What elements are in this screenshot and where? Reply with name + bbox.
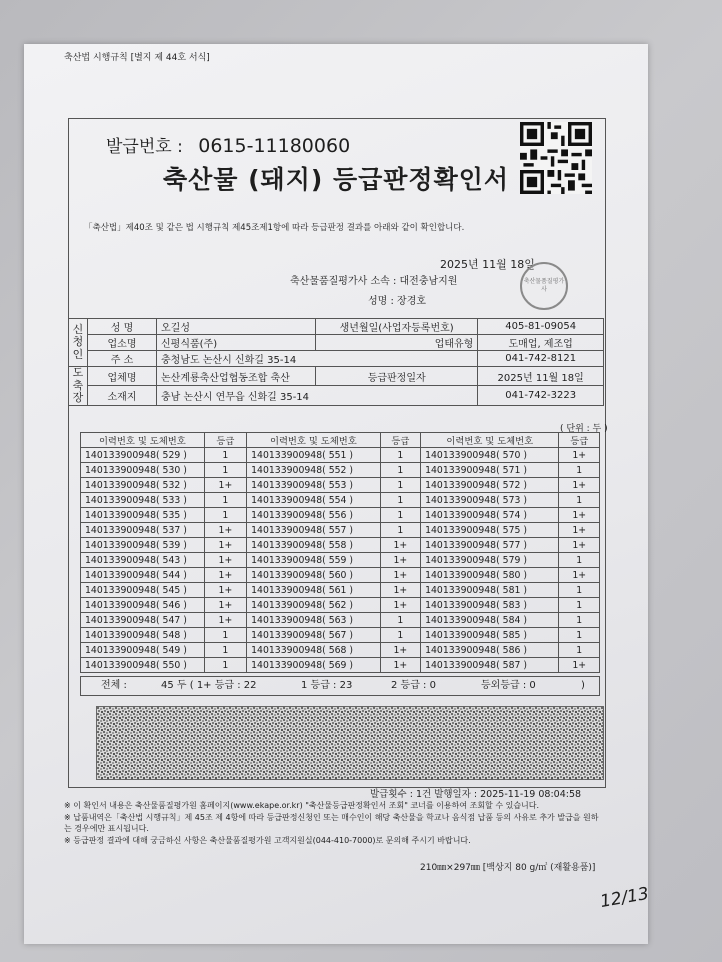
document-title: 축산물 (돼지) 등급판정확인서 (162, 165, 510, 194)
grade-cell: 1+ (559, 448, 600, 463)
totals-summary (80, 676, 600, 696)
seal-text: 축산물품질평가사 (523, 278, 565, 293)
applicant-name: 오길성 (157, 319, 316, 335)
grade-cell: 1 (380, 613, 421, 628)
grade-cell: 1 (380, 523, 421, 538)
biz-type-label: 업태유형 (316, 335, 478, 351)
handwritten-page-mark: 12/13 (598, 883, 651, 913)
note-item: ※ 이 확인서 내용은 축산물품질평가원 홈페이지(www.ekape.or.kr) "축산물등급판정확인서 조회" 코너를 이용하여 조회할 수 있습니다. (64, 801, 540, 810)
applicant-phone: 041-742-8121 (478, 351, 604, 367)
grade-cell: 1 (204, 628, 247, 643)
carcass-number-cell: 140133900948( 562 ) (247, 598, 380, 613)
grade-cell: 1 (380, 448, 421, 463)
grade-cell: 1+ (204, 553, 247, 568)
carcass-number-cell: 140133900948( 573 ) (421, 493, 559, 508)
grade-cell: 1+ (204, 613, 247, 628)
grade-cell: 1+ (380, 658, 421, 673)
issue-number-line (106, 132, 350, 157)
grade-cell: 1 (559, 583, 600, 598)
grade-cell: 1 (204, 463, 247, 478)
biz-type: 도매업, 제조업 (478, 335, 604, 351)
table-row (81, 523, 600, 538)
grade-date: 2025년 11월 18일 (478, 367, 604, 386)
carcass-number-cell: 140133900948( 579 ) (421, 553, 559, 568)
slaughterhouse-group-label: 도축장 (69, 367, 88, 406)
paper-size-note: 210㎜×297㎜ [백상지 80 g/㎡ (재활용품)] (420, 863, 596, 873)
grader-affiliation: 축산물품질평가사 소속 : 대전충남지원 (290, 276, 458, 287)
grade-cell: 1+ (204, 523, 247, 538)
carcass-number-cell: 140133900948( 568 ) (247, 643, 380, 658)
notes-section (64, 800, 604, 847)
business-reg-number: 405-81-09054 (478, 319, 604, 335)
carcass-number-cell: 140133900948( 569 ) (247, 658, 380, 673)
carcass-number-cell: 140133900948( 575 ) (421, 523, 559, 538)
grade-cell: 1 (559, 628, 600, 643)
carcass-number-cell: 140133900948( 583 ) (421, 598, 559, 613)
slaughterhouse-name-label: 업체명 (88, 367, 157, 386)
total-count: 45 두 ( 1+ 등급 : 22 (161, 680, 257, 691)
grade-cell: 1 (204, 508, 247, 523)
table-row (81, 643, 600, 658)
carcass-number-cell: 140133900948( 585 ) (421, 628, 559, 643)
grade-cell: 1+ (380, 568, 421, 583)
carcass-number-cell: 140133900948( 559 ) (247, 553, 380, 568)
carcass-number-cell: 140133900948( 561 ) (247, 583, 380, 598)
carcass-number-cell: 140133900948( 586 ) (421, 643, 559, 658)
carcass-number-cell: 140133900948( 552 ) (247, 463, 380, 478)
table-row (81, 583, 600, 598)
carcass-number-cell: 140133900948( 535 ) (81, 508, 205, 523)
company-label: 업소명 (88, 335, 157, 351)
carcass-number-cell: 140133900948( 539 ) (81, 538, 205, 553)
grade-cell: 1 (380, 493, 421, 508)
slaughterhouse-name: 논산계룡축산업협동조합 축산 (157, 367, 316, 386)
address-label: 주 소 (88, 351, 157, 367)
column-header: 이력번호 및 도체번호 (81, 433, 205, 448)
grade-cell: 1 (559, 463, 600, 478)
carcass-number-cell: 140133900948( 529 ) (81, 448, 205, 463)
carcass-number-cell: 140133900948( 558 ) (247, 538, 380, 553)
column-header: 등급 (204, 433, 247, 448)
issue-number: 0615-11180060 (198, 135, 351, 157)
slaughterhouse-phone: 041-742-3223 (478, 386, 604, 405)
carcass-number-cell: 140133900948( 560 ) (247, 568, 380, 583)
note-item: ※ 등급판정 결과에 대해 궁금하신 사항은 축산물품질평가원 고객지원실(044-410-7000)로 문의해 주시기 바랍니다. (64, 836, 471, 845)
grade-cell: 1+ (380, 553, 421, 568)
grade-cell: 1+ (380, 598, 421, 613)
column-header: 등급 (380, 433, 421, 448)
grade-cell: 1 (559, 553, 600, 568)
carcass-number-cell: 140133900948( 549 ) (81, 643, 205, 658)
applicant-group-label: 신청인 (69, 319, 88, 367)
grade-cell: 1 (559, 613, 600, 628)
grade-cell: 1+ (559, 568, 600, 583)
carcass-number-cell: 140133900948( 551 ) (247, 448, 380, 463)
grade-cell: 1+ (204, 478, 247, 493)
slaughterhouse-location: 충남 논산시 연무읍 신화길 35-14 (157, 386, 478, 405)
carcass-number-cell: 140133900948( 546 ) (81, 598, 205, 613)
grade-cell: 1+ (559, 508, 600, 523)
note-item: ※ 납품내역은「축산법 시행규칙」제 45조 제 4항에 따라 등급판정신청인 또는 매수인이 해당 축산물을 학교나 음식점 납품 등의 사유로 추가 발급을 원하는 경우에만 표시됩니다. (64, 813, 599, 833)
table-row (81, 658, 600, 673)
table-row (81, 463, 600, 478)
grade-cell: 1 (380, 463, 421, 478)
grade-cell: 1+ (204, 568, 247, 583)
table-row (81, 613, 600, 628)
grade-cell: 1+ (559, 478, 600, 493)
grade-cell: 1 (380, 478, 421, 493)
carcass-number-cell: 140133900948( 533 ) (81, 493, 205, 508)
grade-date-label: 등급판정일자 (316, 367, 478, 386)
form-reference: 축산법 시행규칙 [별지 제 44호 서식] (64, 53, 210, 63)
carcass-number-cell: 140133900948( 563 ) (247, 613, 380, 628)
reissue-info: 발급횟수 : 1건 발행일자 : 2025-11-19 08:04:58 (370, 789, 582, 800)
carcass-number-cell: 140133900948( 547 ) (81, 613, 205, 628)
carcass-number-cell: 140133900948( 545 ) (81, 583, 205, 598)
grade-cell: 1 (380, 628, 421, 643)
totals-close: ) (581, 680, 585, 691)
table-row (81, 598, 600, 613)
grade-cell: 1 (204, 493, 247, 508)
name-label: 성 명 (88, 319, 157, 335)
grade-cell: 1+ (380, 583, 421, 598)
birth-label: 생년월일(사업자등록번호) (316, 319, 478, 335)
grade-2-count: 2 등급 : 0 (391, 680, 436, 691)
table-row (81, 448, 600, 463)
unit-label: ( 단위 : 두 ) (560, 424, 608, 434)
carcass-number-cell: 140133900948( 554 ) (247, 493, 380, 508)
grade-cell: 1 (380, 508, 421, 523)
grade-cell: 1+ (380, 538, 421, 553)
carcass-number-cell: 140133900948( 580 ) (421, 568, 559, 583)
carcass-number-cell: 140133900948( 557 ) (247, 523, 380, 538)
carcass-number-cell: 140133900948( 530 ) (81, 463, 205, 478)
carcass-number-cell: 140133900948( 553 ) (247, 478, 380, 493)
table-row (81, 508, 600, 523)
redacted-barcode (96, 706, 604, 780)
location-label: 소재지 (88, 386, 157, 405)
column-header: 이력번호 및 도체번호 (421, 433, 559, 448)
outside-grade-count: 등외등급 : 0 (481, 680, 536, 691)
grade-1-count: 1 등급 : 23 (301, 680, 353, 691)
carcass-number-cell: 140133900948( 548 ) (81, 628, 205, 643)
grade-cell: 1+ (559, 538, 600, 553)
table-row (81, 628, 600, 643)
carcass-number-cell: 140133900948( 570 ) (421, 448, 559, 463)
grade-cell: 1+ (204, 583, 247, 598)
column-header: 이력번호 및 도체번호 (247, 433, 380, 448)
applicant-slaughterhouse-info (68, 318, 604, 406)
carcass-number-cell: 140133900948( 571 ) (421, 463, 559, 478)
grade-table-header (81, 433, 600, 448)
grade-cell: 1 (559, 598, 600, 613)
grade-cell: 1 (204, 448, 247, 463)
issue-number-label: 발급번호 : (106, 137, 183, 157)
grade-cell: 1 (204, 643, 247, 658)
carcass-number-cell: 140133900948( 543 ) (81, 553, 205, 568)
intro-statement: 「축산법」제40조 및 같은 법 시행규칙 제45조제1항에 따라 등급판정 결과를 아래와 같이 확인합니다. (84, 223, 465, 233)
carcass-number-cell: 140133900948( 544 ) (81, 568, 205, 583)
grade-cell: 1+ (204, 538, 247, 553)
table-row (81, 553, 600, 568)
grade-cell: 1 (559, 493, 600, 508)
total-label: 전체 : (101, 680, 127, 691)
grade-cell: 1 (559, 643, 600, 658)
carcass-number-cell: 140133900948( 584 ) (421, 613, 559, 628)
carcass-number-cell: 140133900948( 550 ) (81, 658, 205, 673)
column-header: 등급 (559, 433, 600, 448)
carcass-number-cell: 140133900948( 577 ) (421, 538, 559, 553)
company-name: 신평식품(주) (157, 335, 316, 351)
grade-cell: 1 (204, 658, 247, 673)
table-row (81, 538, 600, 553)
carcass-number-cell: 140133900948( 587 ) (421, 658, 559, 673)
table-row (81, 568, 600, 583)
grade-cell: 1+ (204, 598, 247, 613)
carcass-number-cell: 140133900948( 581 ) (421, 583, 559, 598)
applicant-address: 충청남도 논산시 신화길 35-14 (157, 351, 478, 367)
grade-cell: 1+ (380, 643, 421, 658)
issue-date: 2025년 11월 18일 (440, 258, 535, 271)
official-seal-stamp (520, 262, 568, 310)
carcass-number-cell: 140133900948( 556 ) (247, 508, 380, 523)
grade-cell: 1+ (559, 523, 600, 538)
grade-table (80, 432, 600, 673)
carcass-number-cell: 140133900948( 574 ) (421, 508, 559, 523)
carcass-number-cell: 140133900948( 567 ) (247, 628, 380, 643)
table-row (81, 493, 600, 508)
carcass-number-cell: 140133900948( 537 ) (81, 523, 205, 538)
table-row (81, 478, 600, 493)
carcass-number-cell: 140133900948( 532 ) (81, 478, 205, 493)
carcass-number-cell: 140133900948( 572 ) (421, 478, 559, 493)
grade-cell: 1+ (559, 658, 600, 673)
grader-name: 성명 : 장경호 (368, 296, 427, 307)
